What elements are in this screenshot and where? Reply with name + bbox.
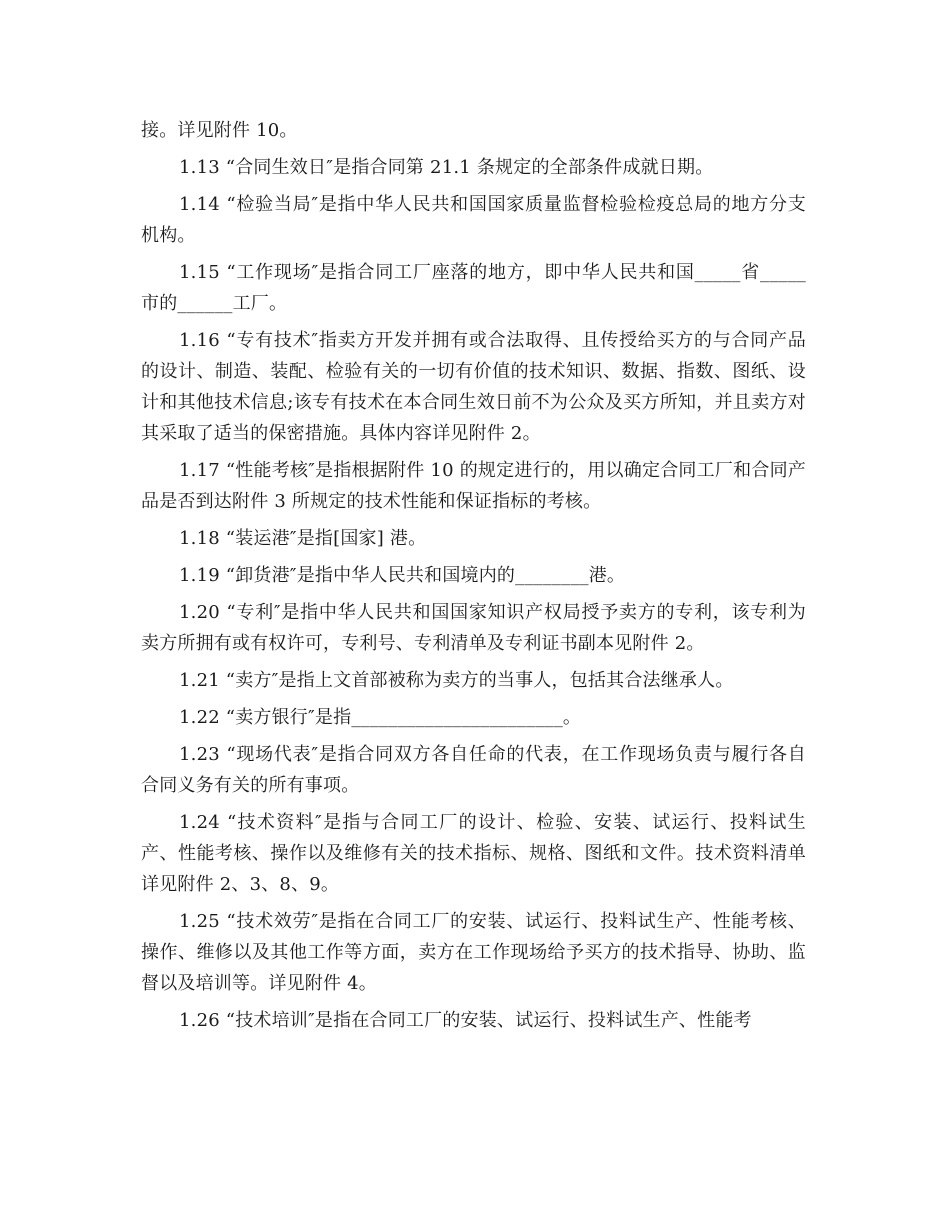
clause-1-24: 1.24 “技术资料″是指与合同工厂的设计、检验、安装、试运行、投料试生产、性能考核、操作以及维修有关的技术指标、规格、图纸和文件。技术资料清单详见附件 2、3、8、9。 [141,812,806,895]
clause-1-15: 1.15 “工作现场″是指合同工厂座落的地方，即中华人民共和国_____省_____市的______工厂。 [141,262,806,314]
clause-1-20: 1.20 “专利″是指中华人民共和国国家知识产权局授予卖方的专利，该专利为卖方所拥有或有权许可，专利号、专利清单及专利证书副本见附件 2。 [141,602,806,654]
clause-1-13: 1.13 “合同生效日″是指合同第 21.1 条规定的全部条件成就日期。 [179,157,714,178]
clause-1-26: 1.26 “技术培训″是指在合同工厂的安装、试运行、投料试生产、性能考 [179,1010,752,1031]
clause-1-17: 1.17 “性能考核″是指根据附件 10 的规定进行的，用以确定合同工厂和合同产品是否到达附件 3 所规定的技术性能和保证指标的考核。 [141,460,806,512]
clause-1-23: 1.23 “现场代表″是指合同双方各自任命的代表，在工作现场负责与履行各自合同义务有关的所有事项。 [141,744,806,796]
clause-1-14: 1.14 “检验当局″是指中华人民共和国国家质量监督检验检疫总局的地方分支机构。 [141,194,806,246]
clause-1-16: 1.16 “专有技术″指卖方开发并拥有或合法取得、且传授给买方的与合同产品的设计、制造、装配、检验有关的一切有价值的技术知识、数据、指数、图纸、设计和其他技术信息;该专有技术在本合同生效日前不为公众及买方所知，并且卖方对其采取了适当的保密措施。具体内容详见附件 2。 [141,330,806,444]
clause-1-18: 1.18 “装运港″是指[国家] 港。 [179,528,427,549]
document-page [141,115,806,1042]
clause-1-21: 1.21 “卖方″是指上文首部被称为卖方的当事人，包括其合法继承人。 [179,670,734,691]
clause-1-19: 1.19 “卸货港″是指中华人民共和国境内的________港。 [179,565,626,586]
paragraph-continuation: 接。详见附件 10。 [141,120,298,141]
clause-1-25: 1.25 “技术效劳″是指在合同工厂的安装、试运行、投料试生产、性能考核、操作、维修以及其他工作等方面，卖方在工作现场给予买方的技术指导、协助、监督以及培训等。详见附件 4。 [141,911,806,994]
clause-1-22: 1.22 “卖方银行″是指_______________________。 [179,707,582,728]
